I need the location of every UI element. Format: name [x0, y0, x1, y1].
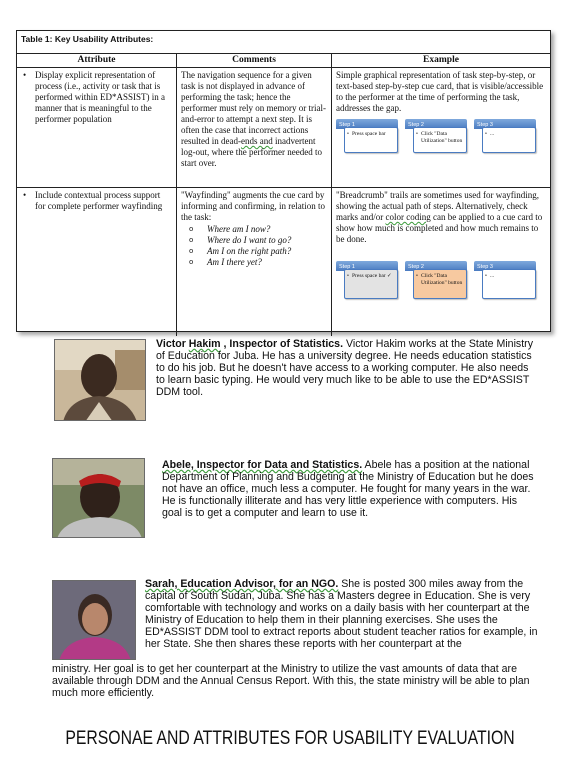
step-label: Step 1 [336, 119, 398, 129]
example-text: Simple graphical representation of task step-by-step, or text-based step-by-step cue card, that is visible/accessible to the performer at the time of performing the task, addresses the gap. [336, 70, 544, 113]
step-label: Step 2 [405, 261, 467, 271]
step-text: Press space bar [352, 131, 386, 137]
abele-photo [52, 458, 145, 538]
step-label: Step 2 [405, 119, 467, 129]
attribute-cell [17, 188, 177, 336]
list-item: o Am I there yet? [189, 257, 262, 267]
step-cue-card [336, 119, 546, 153]
step-1 [336, 119, 398, 153]
comments-underlined: ends and [240, 136, 273, 146]
header-comments: Comments [177, 54, 332, 67]
step-label: Step 1 [336, 261, 398, 271]
step-3 [474, 119, 536, 153]
step-box: • Press space bar [344, 127, 398, 153]
step-box-completed: • Press space bar ✓ [344, 269, 398, 299]
step-box: • Click "Data Utilization" button [413, 127, 467, 153]
persona-description-start: She is posted 300 miles away from the capital of South Sudan, Juba. She has a Masters degree in Education. She is very comfortable with technology and works on a daily basis with her counterpart at the Ministry of Education to help them in their planning exercises. She uses the ED*ASSIST DDM tool to extract reports about student teacher ratios for example, in her State. She then shares these reports with her counterpart at the [145, 578, 538, 650]
circle-bullet-icon: o [189, 236, 194, 244]
table-row [17, 68, 550, 188]
step-text: Click "Data Utilization" button [421, 273, 463, 286]
step-box: • ... [482, 269, 536, 299]
step-box-current: • Click "Data Utilization" button [413, 269, 467, 299]
comments-cell [177, 68, 332, 187]
persona-description-end: ministry. Her goal is to get her counterpart at the Ministry to utilize the vast amounts of data that are available through DDM and the Annual Census Report. With this, the state ministry will be able to plan much more efficiently. [52, 663, 530, 699]
persona-name: Sarah, Education Advisor, for an NGO. [145, 578, 339, 590]
step-2 [405, 119, 467, 153]
usability-attributes-table [16, 30, 551, 332]
step-box: • ... [482, 127, 536, 153]
table-caption: Table 1: Key Usability Attributes: [21, 34, 154, 44]
sarah-photo [52, 580, 136, 660]
example-cell [332, 188, 550, 336]
example-cell [332, 68, 550, 187]
list-item: o Where am I now? [189, 224, 271, 234]
persona-abele [162, 459, 540, 519]
step-text: ... [490, 273, 495, 279]
persona-victor [156, 338, 540, 398]
comments-text: "Wayfinding" augments the cue card by informing and confirming, in relation to the task: [181, 190, 325, 222]
comments-text: The navigation sequence for a given task is not displayed in advance of performing the task; hence the performer must rely on memory or trial-and-error to attempt a next step. It is often the case that incorrect actions resulted in dead- [181, 70, 326, 146]
bullet-icon: • [23, 190, 27, 200]
step-1 [336, 261, 398, 299]
step-3 [474, 261, 536, 299]
attribute-text: Include contextual process support for complete performer wayfinding [35, 190, 163, 211]
victor-photo [54, 339, 146, 421]
persona-name: Abele, Inspector for Data and Statistics. [162, 459, 363, 471]
persona-name: Victor Hakim , Inspector of Statistics. [156, 338, 344, 350]
bullet-icon: • [23, 70, 27, 80]
list-item: o Am I on the right path? [189, 246, 292, 256]
example-text: "Breadcrumb" trails are sometimes used for wayfinding, showing the actual path of steps. Alternatively, check marks and/or color coding can be applied to a cue card to show how much is completed and how much remains to be done. [336, 190, 543, 244]
header-attribute: Attribute [17, 54, 177, 67]
persona-sarah [145, 578, 540, 650]
circle-bullet-icon: o [189, 247, 194, 255]
circle-bullet-icon: o [189, 258, 194, 266]
step-text: Press space bar ✓ [352, 273, 392, 279]
attribute-cell [17, 68, 177, 187]
step-label: Step 3 [474, 119, 536, 129]
step-text: Click "Data Utilization" button [421, 131, 463, 144]
comments-text-end: inadvertent log-out, where the performer needed to start over. [181, 136, 322, 168]
persona-sarah-continued [52, 663, 540, 699]
attribute-text: Display explicit representation of process (i.e., activity or task that is performed within ED*ASSIST) in a manner that is meaningful to the performer population [35, 70, 165, 124]
step-label: Step 3 [474, 261, 536, 271]
table-header-row [17, 54, 550, 68]
comments-cell [177, 188, 332, 336]
list-item: o Where do I want to go? [189, 235, 292, 245]
circle-bullet-icon: o [189, 225, 194, 233]
table-grid [17, 53, 550, 336]
table-row [17, 188, 550, 336]
header-example: Example [423, 55, 459, 65]
step-text: ... [490, 131, 495, 137]
step-2 [405, 261, 467, 299]
persona-description: Abele has a position at the national Department of Planning and Budgeting at the Ministry of Education but he does not have an office, much less a computer. He fought for many years in the war. He is functionally illiterate and has very little experience with computers. His goal is to get a computer and learn to use it. [162, 459, 534, 519]
breadcrumb-cue-card [336, 261, 546, 299]
page-title: PERSONAE AND ATTRIBUTES FOR USABILITY EVALUATION [65, 728, 515, 749]
persona-description: Victor Hakim works at the State Ministry of Education for Juba. He has a university degree. He needs education statistics to do his job. But he doesn't have access to a working computer. He also needs to learn basic typing. He would very much like to be able to use the ED*ASSIST DDM tool. [156, 338, 533, 398]
wayfinding-questions [181, 224, 327, 268]
